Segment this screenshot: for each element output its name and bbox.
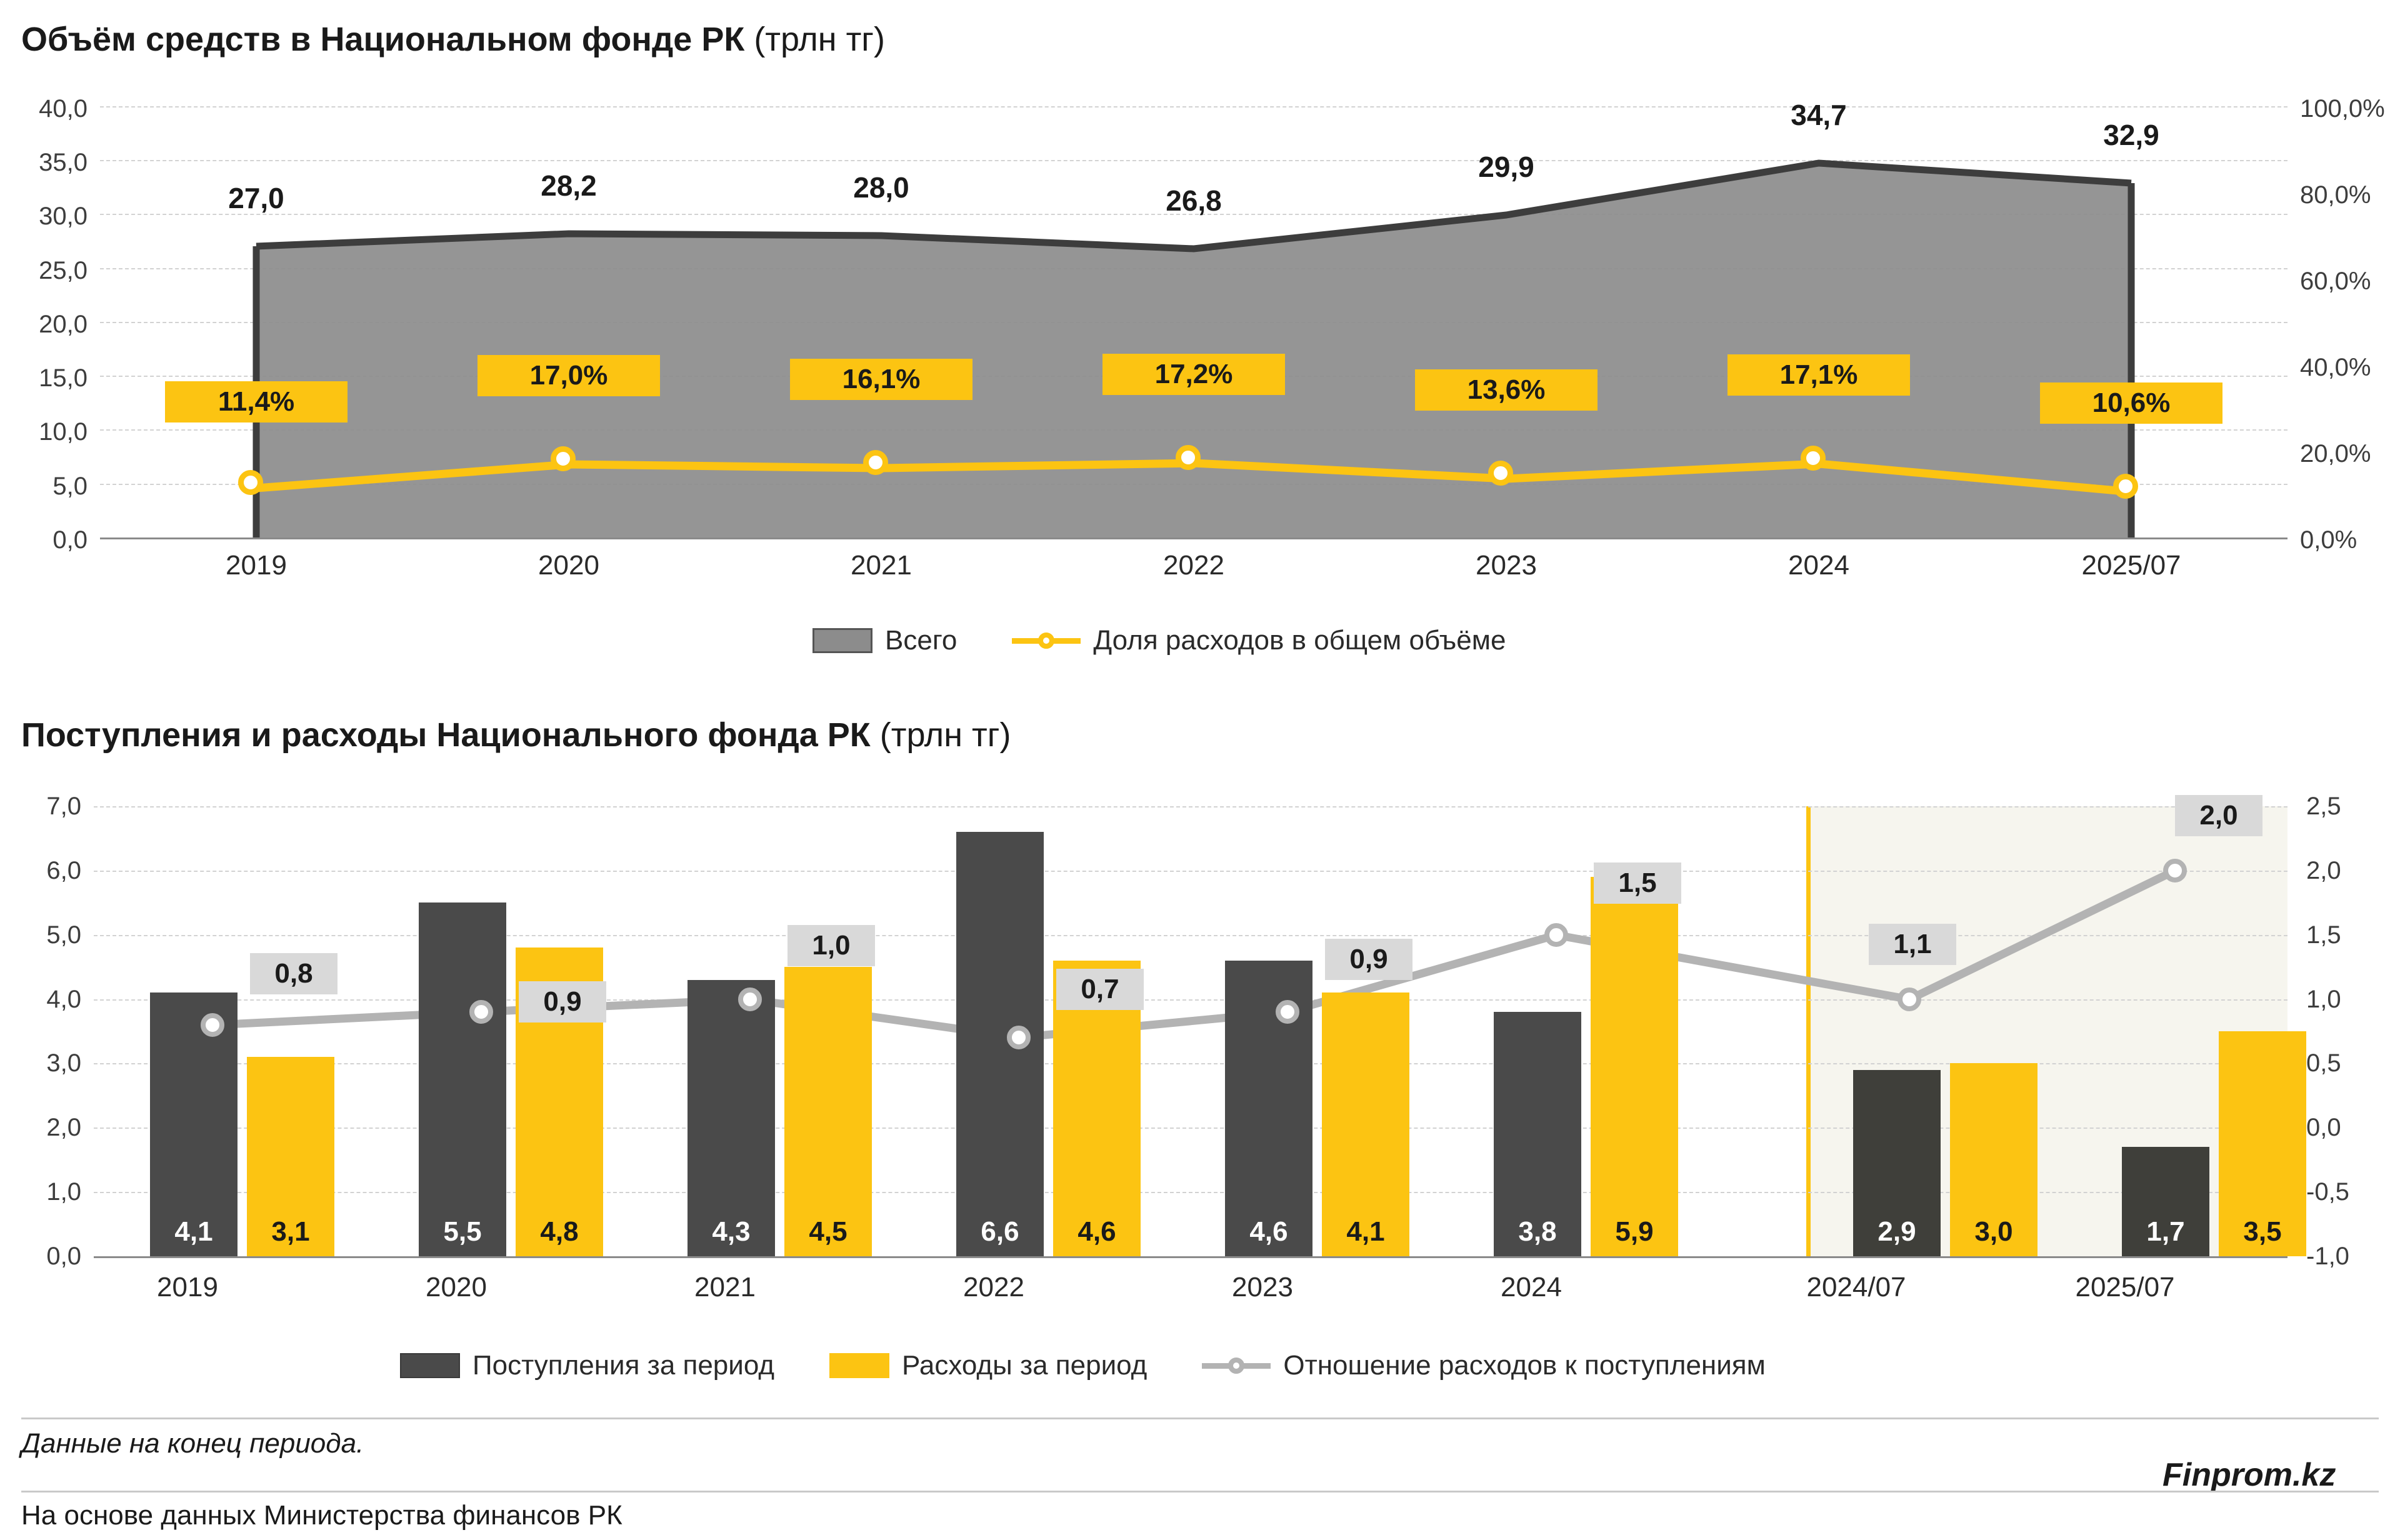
footer-divider-bottom [21,1491,2379,1492]
ratio-marker [1544,923,1568,947]
chart1-y2-tick: 100,0% [2300,95,2385,122]
chart1-y-tick: 35,0 [39,149,88,176]
chart2-x-tick: 2024 [1501,1272,1562,1302]
chart1-x-tick: 2021 [851,550,912,581]
line-swatch-icon [1012,628,1081,653]
area-swatch-icon [812,628,872,653]
bar-expense-value: 3,5 [2243,1216,2282,1247]
ratio-badge: 2,0 [2175,795,2262,836]
ratio-badge: 0,8 [250,953,338,994]
chart1-y2-tick: 0,0% [2300,526,2358,554]
chart1-area-label: 26,8 [1166,184,1222,217]
chart2-y2-tick: -0,5 [2306,1178,2349,1206]
chart2-y-tick: 4,0 [46,986,81,1013]
chart1-y-tick: 5,0 [52,472,88,500]
chart1-title [21,20,885,59]
chart1-plot-area [100,99,2288,538]
chart1-line-marker [1176,445,1201,470]
chart1-x-tick: 2023 [1476,550,1537,581]
chart2-y-tick: 6,0 [46,857,81,884]
ratio-badge: 1,1 [1869,924,1956,965]
brand-logo: Finprom.kz [2162,1457,2336,1493]
ratio-badge: 0,9 [1325,939,1412,980]
chart1-pct-badge: 17,2% [1102,354,1285,395]
line-swatch-icon [1202,1353,1271,1378]
chart2-y-tick: 2,0 [46,1114,81,1141]
chart2-y-tick: 0,0 [46,1242,81,1270]
chart1-pct-badge: 17,1% [1728,354,1910,396]
chart1-x-tick: 2024 [1788,550,1849,581]
bar-income-value: 1,7 [2146,1216,2185,1247]
source-note: На основе данных Министерства финансов РК [21,1500,622,1531]
footer-note: Данные на конец периода. [21,1428,364,1459]
chart1-line-marker [238,470,263,495]
legend-label-income: Поступления за период [472,1350,775,1381]
chart1-y-tick: 20,0 [39,311,88,338]
ratio-badge: 0,9 [519,981,606,1022]
chart1-x-tick: 2022 [1163,550,1224,581]
chart2-y2-tick: 1,0 [2306,986,2341,1013]
chart1-line-marker [551,446,576,471]
axis-baseline [100,538,2288,539]
bar-income-value: 2,9 [1878,1216,1916,1247]
bar-expense-value: 4,8 [540,1216,579,1247]
chart1-title-main: Объём средств в Национальном фонде РК [21,21,745,58]
chart2-y2-tick: 1,5 [2306,921,2341,949]
bar-expense-value: 4,6 [1078,1216,1116,1247]
chart2-x-tick: 2019 [157,1272,218,1302]
bar-expense-value: 4,1 [1346,1216,1385,1247]
chart1-pct-badge: 16,1% [790,359,972,400]
chart1-series-svg [100,106,2288,538]
chart1-legend [812,625,1506,656]
bar-expense-value: 3,1 [271,1216,310,1247]
chart1-area-label: 27,0 [228,182,284,214]
chart2-y-tick: 3,0 [46,1049,81,1077]
chart1-y2-tick: 80,0% [2300,181,2371,209]
bar-expense [1950,1063,2038,1256]
ratio-marker [1898,988,1921,1011]
ratio-marker [1276,1000,1299,1024]
ratio-marker [738,988,762,1011]
chart1-pct-badge: 10,6% [2040,382,2222,424]
bar-income-value: 4,6 [1249,1216,1288,1247]
bar-income [2122,1147,2209,1256]
chart1-y2-tick: 20,0% [2300,440,2371,468]
bar-income [419,902,506,1256]
chart2-legend [400,1350,1766,1381]
chart1-pct-badge: 11,4% [165,381,348,422]
bar-expense [1322,992,1409,1256]
chart1-y-tick: 10,0 [39,418,88,446]
bar-income-value: 3,8 [1518,1216,1557,1247]
chart2-y2-tick: -1,0 [2306,1242,2349,1270]
chart1-y2-tick: 40,0% [2300,354,2371,381]
chart1-line-marker [863,450,888,475]
chart2-y-tick: 5,0 [46,921,81,949]
chart2-x-tick: 2021 [694,1272,756,1302]
ratio-marker [1007,1026,1031,1049]
bar-income [1853,1070,1941,1256]
chart2-plot-area [94,800,2288,1256]
legend-item-expense[interactable] [829,1350,1147,1381]
bar-income [688,980,775,1256]
chart2-y2-tick: 0,5 [2306,1049,2341,1077]
ratio-marker [469,1000,493,1024]
chart2-x-tick: 2023 [1232,1272,1293,1302]
chart2-x-tick: 2020 [426,1272,487,1302]
chart1-y-tick: 25,0 [39,257,88,284]
bar-income-value: 6,6 [981,1216,1019,1247]
chart2-y2-tick: 2,5 [2306,792,2341,820]
ratio-marker [201,1013,224,1037]
chart1-area-label: 34,7 [1791,99,1847,131]
bar-expense [784,967,872,1256]
bar-income-value: 4,1 [174,1216,213,1247]
chart1-y-tick: 30,0 [39,202,88,230]
chart1-title-unit: (трлн тг) [754,21,885,58]
bar-income-value: 5,5 [443,1216,482,1247]
legend-item-share[interactable] [1012,625,1506,656]
chart1-x-tick: 2020 [538,550,599,581]
ratio-badge: 1,0 [788,925,875,966]
bar-expense-value: 3,0 [1974,1216,2013,1247]
chart1-area-label: 32,9 [2103,119,2159,151]
chart1-area-label: 28,0 [853,171,909,204]
chart2-y-tick: 7,0 [46,792,81,820]
chart2-x-tick: 2025/07 [2075,1272,2175,1302]
chart1-y-tick: 0,0 [52,526,88,554]
bar-expense [2219,1031,2306,1256]
chart2-x-tick: 2024/07 [1806,1272,1906,1302]
legend-label-total: Всего [885,625,958,656]
axis-baseline [94,1256,2288,1258]
legend-item-ratio[interactable] [1202,1350,1766,1381]
chart2-y2-tick: 0,0 [2306,1114,2341,1141]
chart2-title-main: Поступления и расходы Национального фонда РК [21,716,871,754]
ratio-marker [2163,859,2187,882]
bar-income-value: 4,3 [712,1216,751,1247]
chart1-pct-badge: 13,6% [1415,369,1598,411]
chart2-y2-tick: 2,0 [2306,857,2341,884]
chart1-x-tick: 2025/07 [2081,550,2181,581]
chart1-x-tick: 2019 [226,550,287,581]
bar-expense [1591,877,1678,1256]
legend-label-expense: Расходы за период [902,1350,1148,1381]
chart1-pct-badge: 17,0% [478,355,660,396]
bar-income [1225,961,1312,1256]
bar-expense-value: 5,9 [1615,1216,1654,1247]
chart2-title-unit: (трлн тг) [879,716,1011,754]
bar-expense [247,1057,334,1256]
ratio-badge: 1,5 [1594,862,1681,904]
chart1-line-marker [2113,474,2138,499]
chart1-y2-tick: 60,0% [2300,268,2371,295]
legend-item-total[interactable] [812,625,957,656]
footer-divider-top [21,1418,2379,1419]
chart1-line-marker [1488,461,1513,486]
bar-income [150,992,238,1256]
legend-item-income[interactable] [400,1350,774,1381]
chart1-y-tick: 40,0 [39,95,88,122]
chart2-title [21,716,1011,754]
legend-label-share: Доля расходов в общем объёме [1093,625,1506,656]
legend-label-ratio: Отношение расходов к поступлениям [1283,1350,1766,1381]
chart1-y-tick: 15,0 [39,364,88,392]
bar-income [1494,1012,1581,1256]
chart2-x-tick: 2022 [963,1272,1024,1302]
ratio-badge: 0,7 [1056,969,1144,1010]
bar-swatch-icon [400,1353,460,1378]
chart1-area-label: 29,9 [1478,151,1534,183]
chart1-area-label: 28,2 [541,169,597,202]
chart1-line-marker [1801,446,1826,471]
bar-swatch-icon [829,1353,889,1378]
chart2-y-tick: 1,0 [46,1178,81,1206]
bar-income [956,832,1044,1256]
bar-expense-value: 4,5 [809,1216,848,1247]
